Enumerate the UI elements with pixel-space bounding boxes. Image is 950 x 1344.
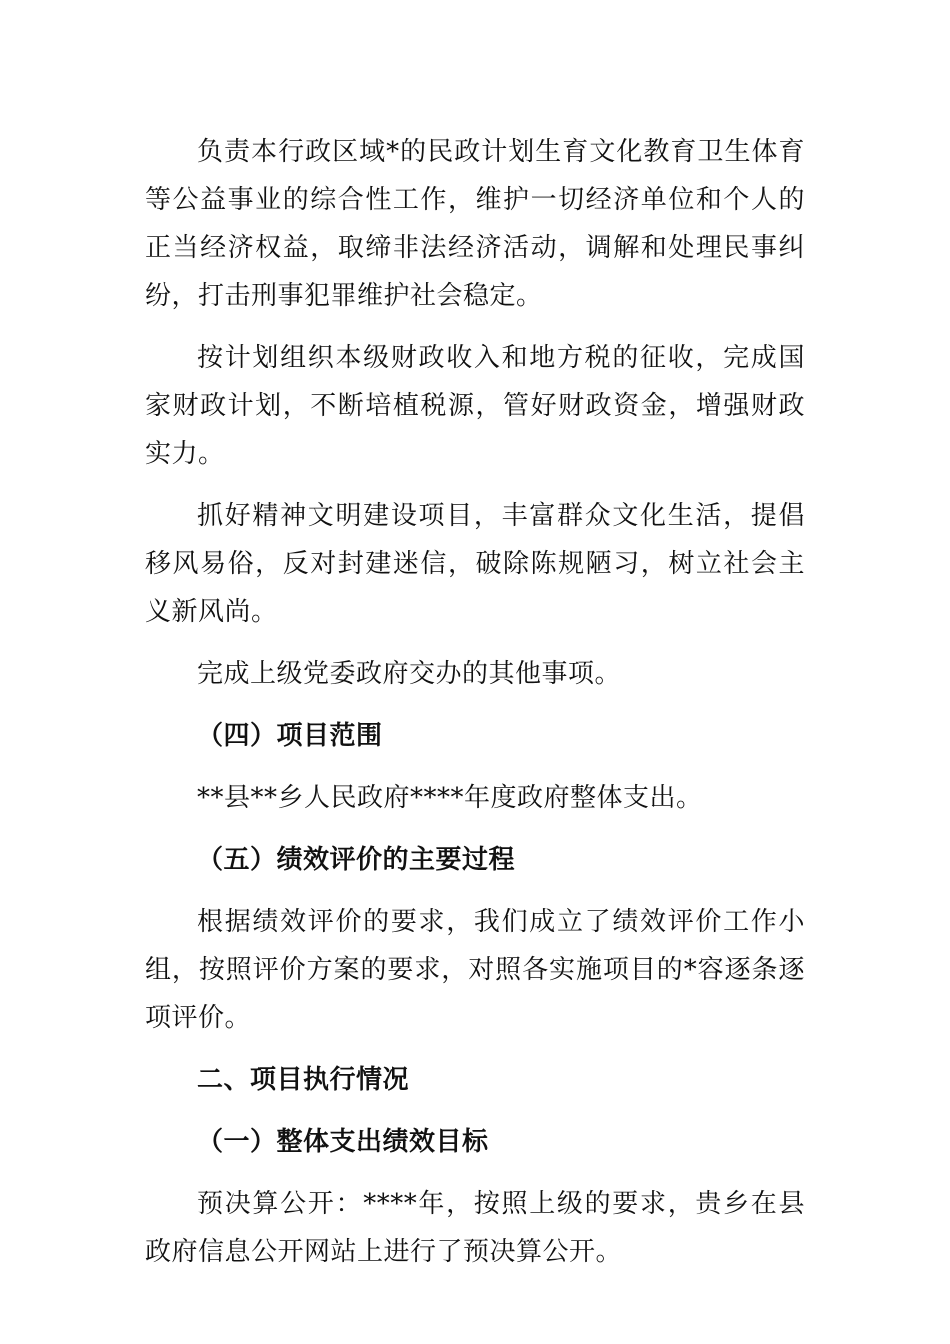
- paragraph-performance-goal: 预决算公开：****年，按照上级的要求，贵乡在县政府信息公开网站上进行了预决算公开。: [145, 1189, 805, 1267]
- paragraph-civilization: 抓好精神文明建设项目，丰富群众文化生活，提倡移风易俗，反对封建迷信，破除陈规陋习，树立社会主义新风尚。: [145, 501, 805, 627]
- paragraph-project-scope: **县**乡人民政府****年度政府整体支出。: [197, 783, 703, 813]
- document-page: [145, 128, 805, 1276]
- paragraph-evaluation-process: 根据绩效评价的要求，我们成立了绩效评价工作小组，按照评价方案的要求，对照各实施项目的*容逐条逐项评价。: [145, 907, 805, 1033]
- heading-section-execution: 二、项目执行情况: [197, 1065, 410, 1095]
- paragraph-other-matters: 完成上级党委政府交办的其他事项。: [197, 659, 622, 689]
- heading-evaluation-process: （五）绩效评价的主要过程: [197, 845, 516, 875]
- paragraph-duties: 负责本行政区域*的民政计划生育文化教育卫生体育等公益事业的综合性工作，维护一切经济单位和个人的正当经济权益，取缔非法经济活动，调解和处理民事纠纷，打击刑事犯罪维护社会稳定。: [145, 137, 805, 311]
- paragraph-finance: 按计划组织本级财政收入和地方税的征收，完成国家财政计划，不断培植税源，管好财政资金，增强财政实力。: [145, 343, 805, 469]
- heading-project-scope: （四）项目范围: [197, 721, 383, 751]
- heading-performance-goal: （一）整体支出绩效目标: [197, 1127, 489, 1157]
